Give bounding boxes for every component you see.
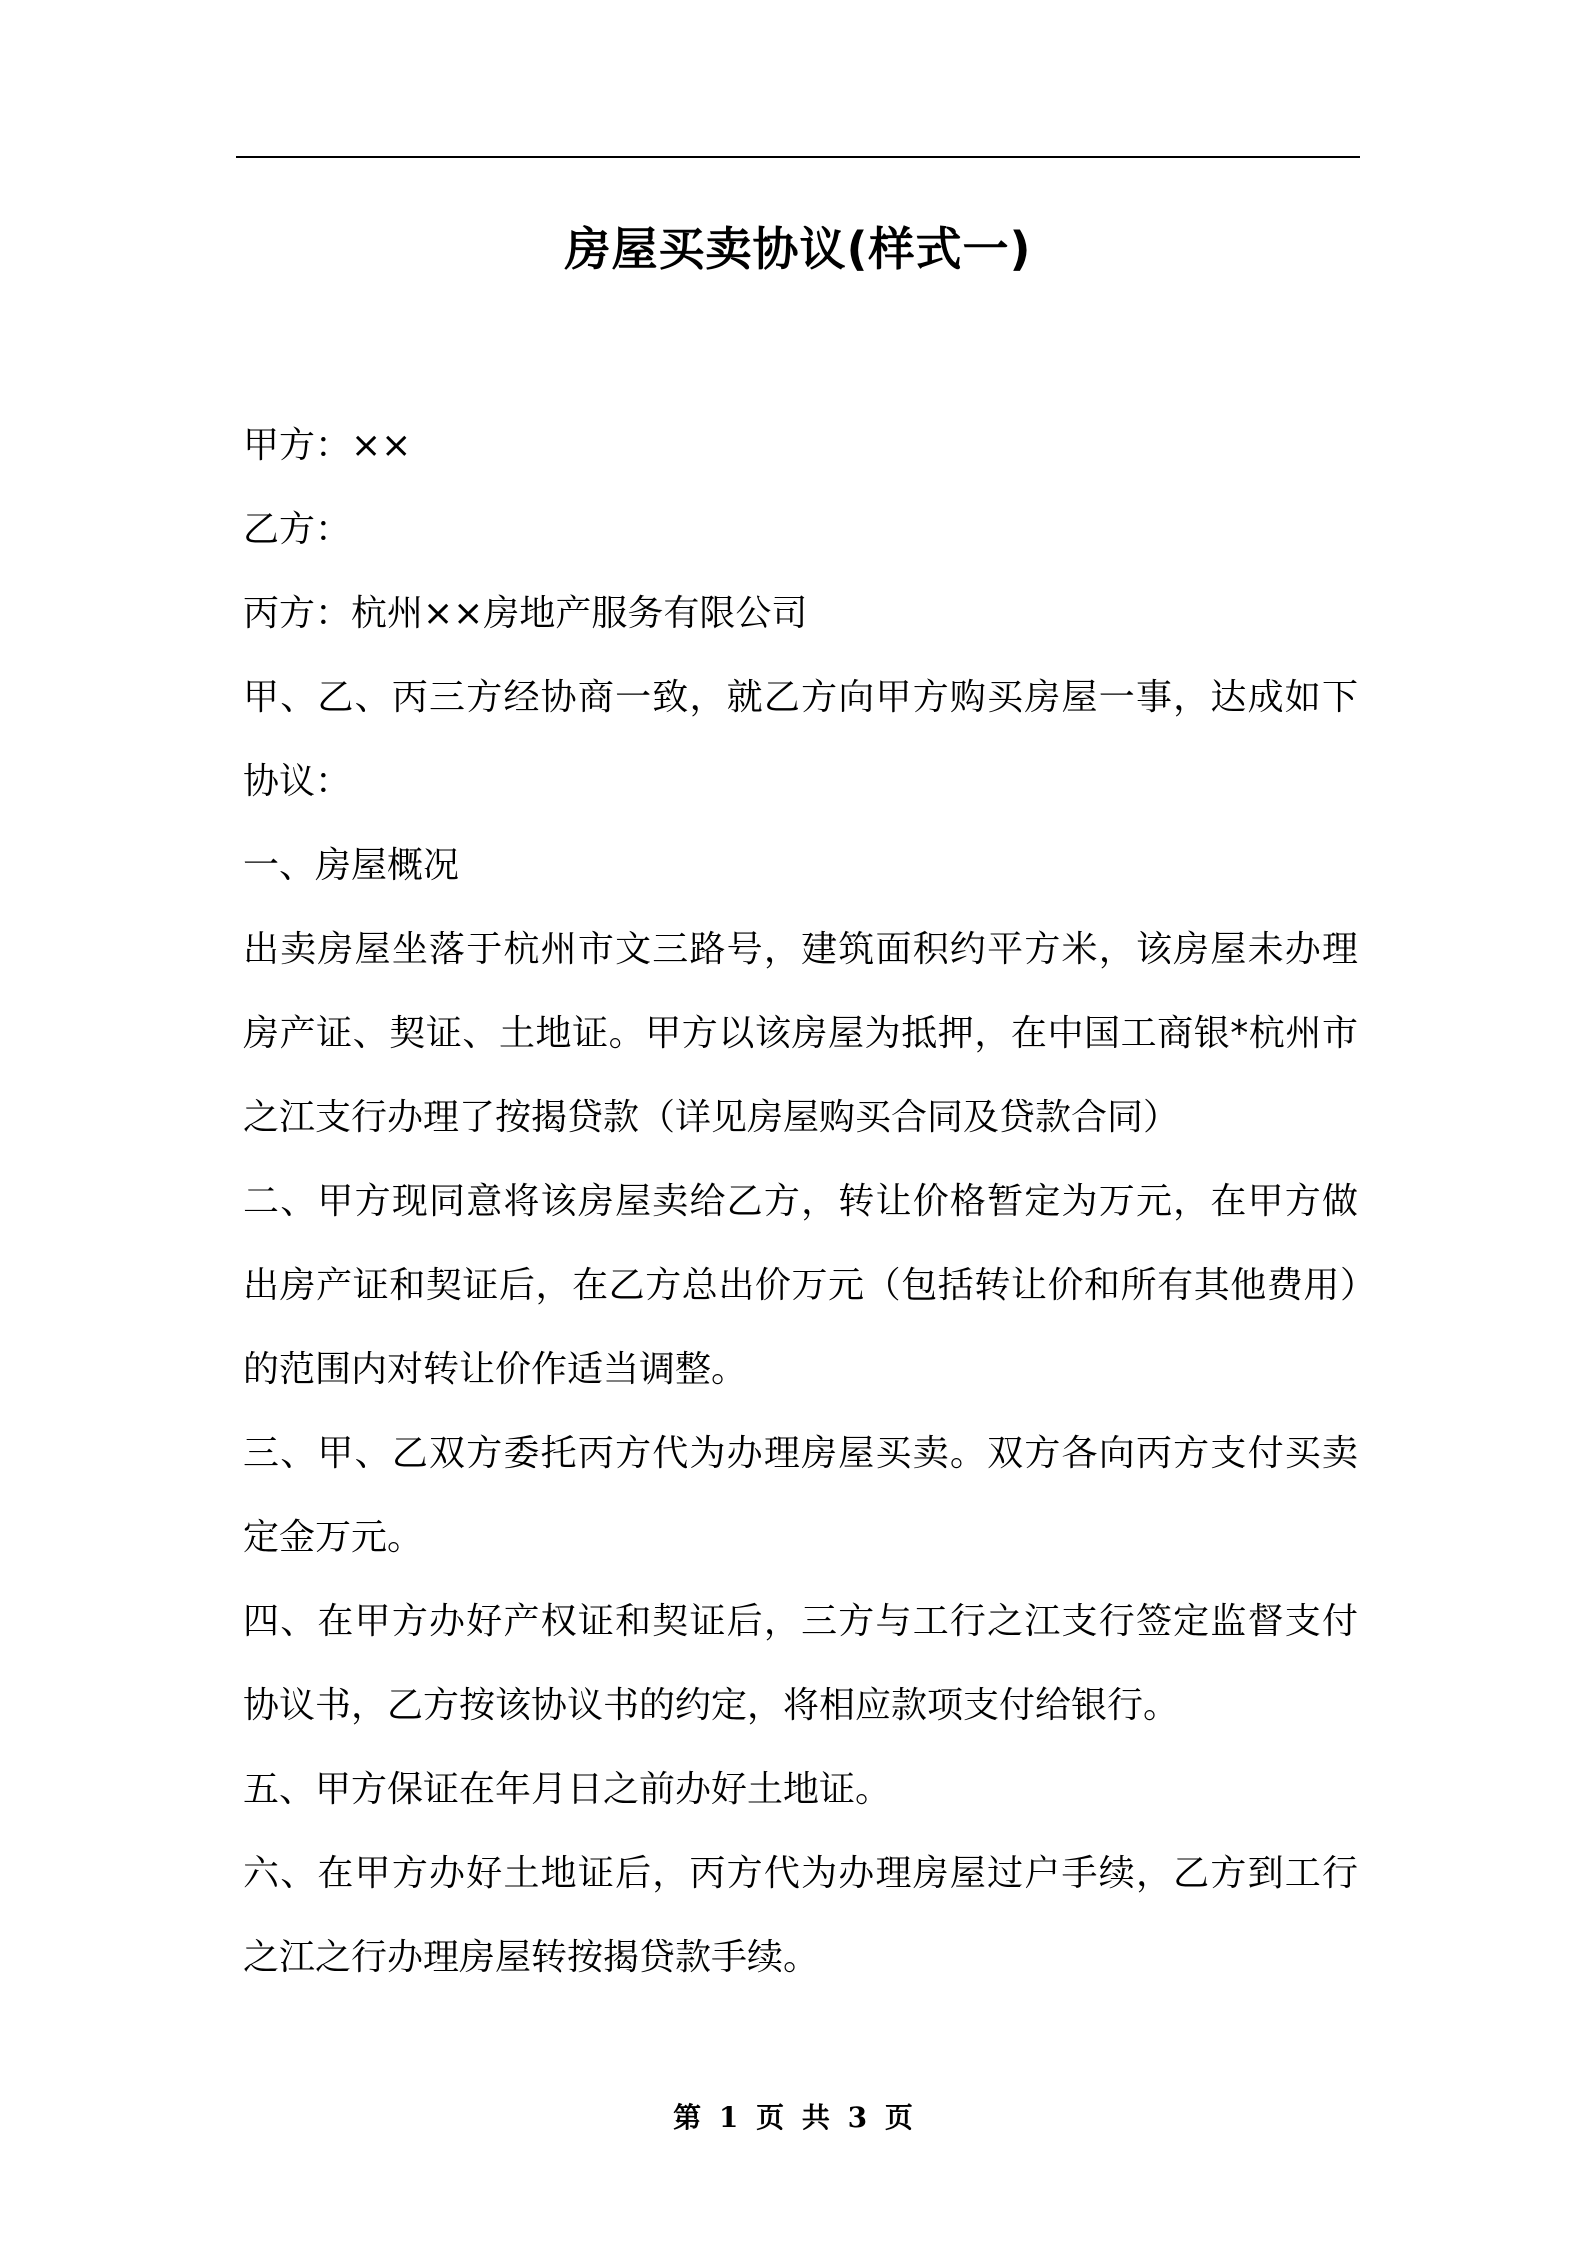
section-3-body: 三、甲、乙双方委托丙方代为办理房屋买卖。双方各向丙方支付买卖定金万元。 bbox=[243, 1433, 1358, 1558]
section-5-body: 五、甲方保证在年月日之前办好土地证。 bbox=[243, 1769, 892, 1810]
section-1-body: 出卖房屋坐落于杭州市文三路号，建筑面积约平方米，该房屋未办理房产证、契证、土地证。甲方以该房屋为抵押，在中国工商银*杭州市之江支行办理了按揭贷款（详见房屋购买合同及贷款合同） bbox=[243, 929, 1358, 1138]
section-6-body: 六、在甲方办好土地证后，丙方代为办理房屋过户手续，乙方到工行之江之行办理房屋转按揭贷款手续。 bbox=[243, 1853, 1358, 1978]
page-number: 第 1 页 共 3 页 bbox=[673, 2101, 913, 2134]
party-a-line: 甲方：×× bbox=[243, 425, 412, 466]
header-rule bbox=[236, 156, 1360, 158]
document-body bbox=[243, 404, 1358, 2000]
document-title: 房屋买卖协议(样式一) bbox=[564, 222, 1032, 276]
section-4-body: 四、在甲方办好产权证和契证后，三方与工行之江支行签定监督支付协议书，乙方按该协议书的约定，将相应款项支付给银行。 bbox=[243, 1601, 1358, 1726]
section-2-body: 二、甲方现同意将该房屋卖给乙方，转让价格暂定为万元，在甲方做出房产证和契证后，在乙方总出价万元（包括转让价和所有其他费用）的范围内对转让价作适当调整。 bbox=[243, 1181, 1358, 1390]
party-b-line: 乙方： bbox=[243, 509, 352, 550]
agreement-intro: 甲、乙、丙三方经协商一致，就乙方向甲方购买房屋一事，达成如下协议： bbox=[243, 677, 1358, 802]
section-1-heading: 一、房屋概况 bbox=[243, 845, 460, 886]
party-c-line: 丙方：杭州××房地产服务有限公司 bbox=[243, 593, 808, 634]
